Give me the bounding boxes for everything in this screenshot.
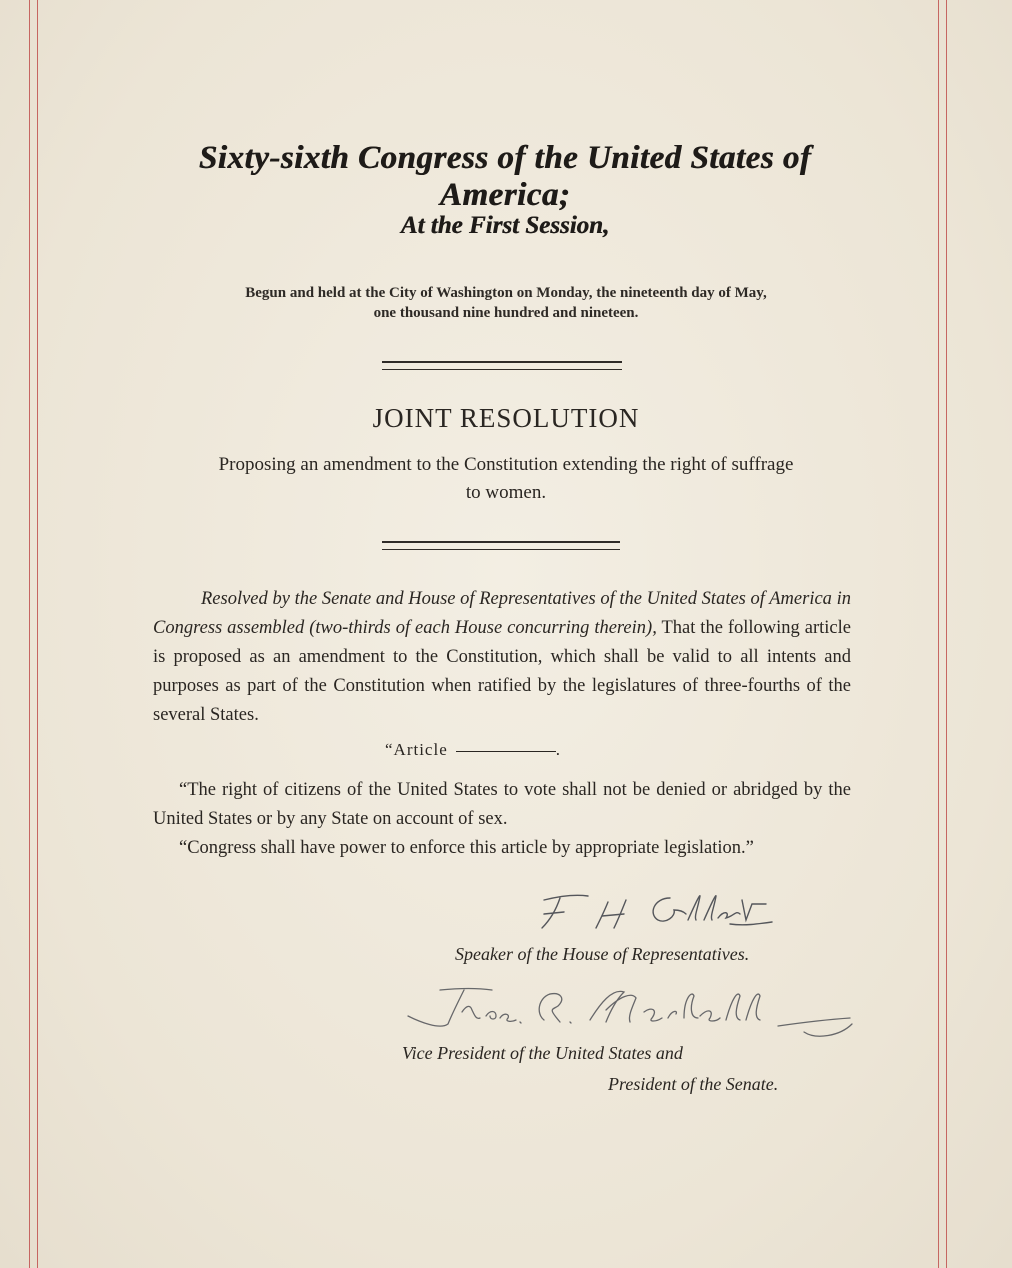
vice-president-title-line-1: Vice President of the United States and (402, 1043, 683, 1063)
proposing-line-2: to women. (465, 482, 547, 503)
divider-top (382, 361, 622, 370)
congress-title: Sixty-sixth Congress of the United States of America; (198, 140, 812, 213)
begun-line-1: Begun and held at the City of Washington on Monday, the nineteenth day of May, (245, 285, 767, 301)
resolved-clause (153, 585, 851, 730)
article-paragraph-2: “Congress shall have power to enforce this article by appropriate legislation.” (179, 838, 754, 858)
left-border-rule-inner (37, 0, 38, 1268)
left-border-rule-outer (29, 0, 30, 1268)
divider-bottom (382, 541, 620, 550)
begun-statement (150, 283, 862, 323)
proposing-line-1: Proposing an amendment to the Constitution extending the right of suffrage (218, 454, 794, 475)
speaker-signature (530, 880, 780, 940)
article-paragraph-1: “The right of citizens of the United States to vote shall not be denied or abridged by the United States or by any State on account of sex. (153, 780, 851, 829)
session-title: At the First Session, (400, 212, 610, 239)
article-body (153, 776, 851, 863)
speaker-title: Speaker of the House of Representatives. (455, 944, 750, 964)
article-end: . (555, 740, 561, 759)
right-border-rule-inner (938, 0, 939, 1268)
resolved-text: That the following article is proposed as an amendment to the Constitution, which shall be valid to all intents and purposes as part of the Constitution when ratified by the legislatures of three-fourths of the several States. (153, 618, 851, 725)
joint-resolution-heading: JOINT RESOLUTION (372, 403, 640, 433)
begun-line-2: one thousand nine hundred and nineteen. (373, 305, 639, 321)
right-border-rule-outer (946, 0, 947, 1268)
article-number-blank (456, 751, 556, 752)
proposing-statement (150, 451, 862, 507)
article-heading (385, 740, 561, 760)
article-label: “Article (385, 740, 448, 759)
vice-president-title-line-2: President of the Senate. (608, 1074, 779, 1094)
resolved-italic: Resolved by the Senate and House of Representatives of the United States of America in Congress assembled (two-thirds of each House concurring therein), (153, 589, 851, 638)
